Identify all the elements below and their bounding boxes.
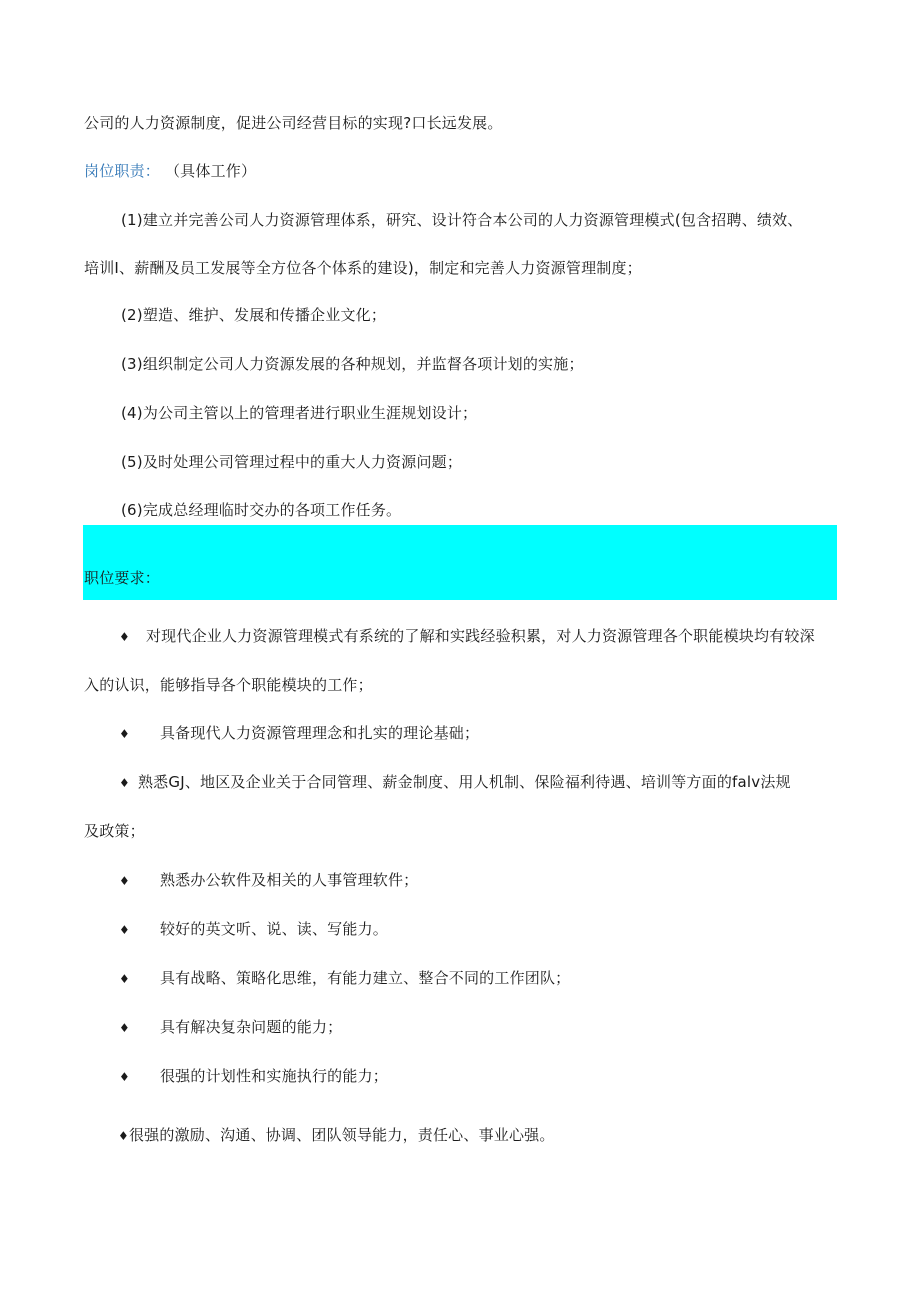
duties-subheading: （具体工作） (164, 162, 257, 180)
diamond-bullet-icon: ♦ (119, 972, 130, 986)
duty-item-2: (2)塑造、维护、发展和传播企业文化； (121, 306, 387, 324)
diamond-bullet-icon: ♦ (119, 923, 130, 937)
requirement-text: 具有战略、策略化思维，有能力建立、整合不同的工作团队； (159, 969, 571, 987)
requirement-text: 很强的计划性和实施执行的能力； (159, 1067, 388, 1085)
requirement-text: 具有解决复杂问题的能力； (159, 1018, 343, 1036)
duty-item-6: (6)完成总经理临时交办的各项工作任务。 (121, 501, 402, 519)
diamond-bullet-icon: ♦ (119, 1070, 130, 1084)
requirement-item-3-continued: 及政策； (84, 822, 145, 840)
requirement-item-3 (119, 772, 791, 793)
duty-item-5: (5)及时处理公司管理过程中的重大人力资源问题； (121, 453, 463, 471)
duty-item-4: (4)为公司主管以上的管理者进行职业生涯规划设计； (121, 404, 478, 422)
diamond-bullet-icon: ♦ (119, 1021, 130, 1035)
duties-heading-line (84, 161, 256, 181)
requirement-item-8 (119, 1066, 388, 1087)
diamond-bullet-icon: ♦ (119, 776, 130, 790)
requirement-text: 具备现代人力资源管理理念和扎实的理论基础； (159, 724, 480, 742)
requirement-text: 对现代企业人力资源管理模式有系统的了解和实践经验积累，对人力资源管理各个职能模块均有较深 (145, 627, 815, 645)
requirement-item-4 (119, 870, 418, 891)
requirement-item-6 (119, 968, 570, 989)
diamond-bullet-icon: ♦ (119, 874, 130, 888)
requirement-text: 较好的英文听、说、读、写能力。 (159, 920, 388, 938)
requirement-text: 很强的激励、沟通、协调、团队领导能力，责任心、事业心强。 (128, 1126, 555, 1144)
duties-heading: 岗位职责： (84, 162, 161, 180)
duty-item-1-continued: 培训Ⅰ、薪酬及员工发展等全方位各个体系的建设)，制定和完善人力资源管理制度； (84, 259, 642, 277)
requirement-item-7 (119, 1017, 342, 1038)
requirement-text: 熟悉办公软件及相关的人事管理软件； (159, 871, 419, 889)
diamond-bullet-icon: ♦ (118, 1129, 129, 1143)
requirements-heading: 职位要求： (84, 569, 161, 587)
requirements-highlight-band (83, 525, 837, 600)
intro-paragraph: 公司的人力资源制度，促进公司经营目标的实现?口长远发展。 (84, 114, 503, 132)
diamond-bullet-icon: ♦ (119, 630, 130, 644)
requirement-item-9 (118, 1125, 555, 1146)
duty-item-3: (3)组织制定公司人力资源发展的各种规划，并监督各项计划的实施； (121, 355, 584, 373)
diamond-bullet-icon: ♦ (119, 727, 130, 741)
requirement-item-1 (119, 626, 815, 647)
requirement-item-1-continued: 入的认识，能够指导各个职能模块的工作； (84, 676, 373, 694)
duty-item-1: (1)建立并完善公司人力资源管理体系，研究、设计符合本公司的人力资源管理模式(包含招聘、绩效、 (121, 211, 803, 229)
requirement-item-5 (119, 919, 388, 940)
requirement-text: 熟悉GJ、地区及企业关于合同管理、薪金制度、用人机制、保险福利待遇、培训等方面的falv法规 (137, 773, 791, 791)
requirement-item-2 (119, 723, 479, 744)
